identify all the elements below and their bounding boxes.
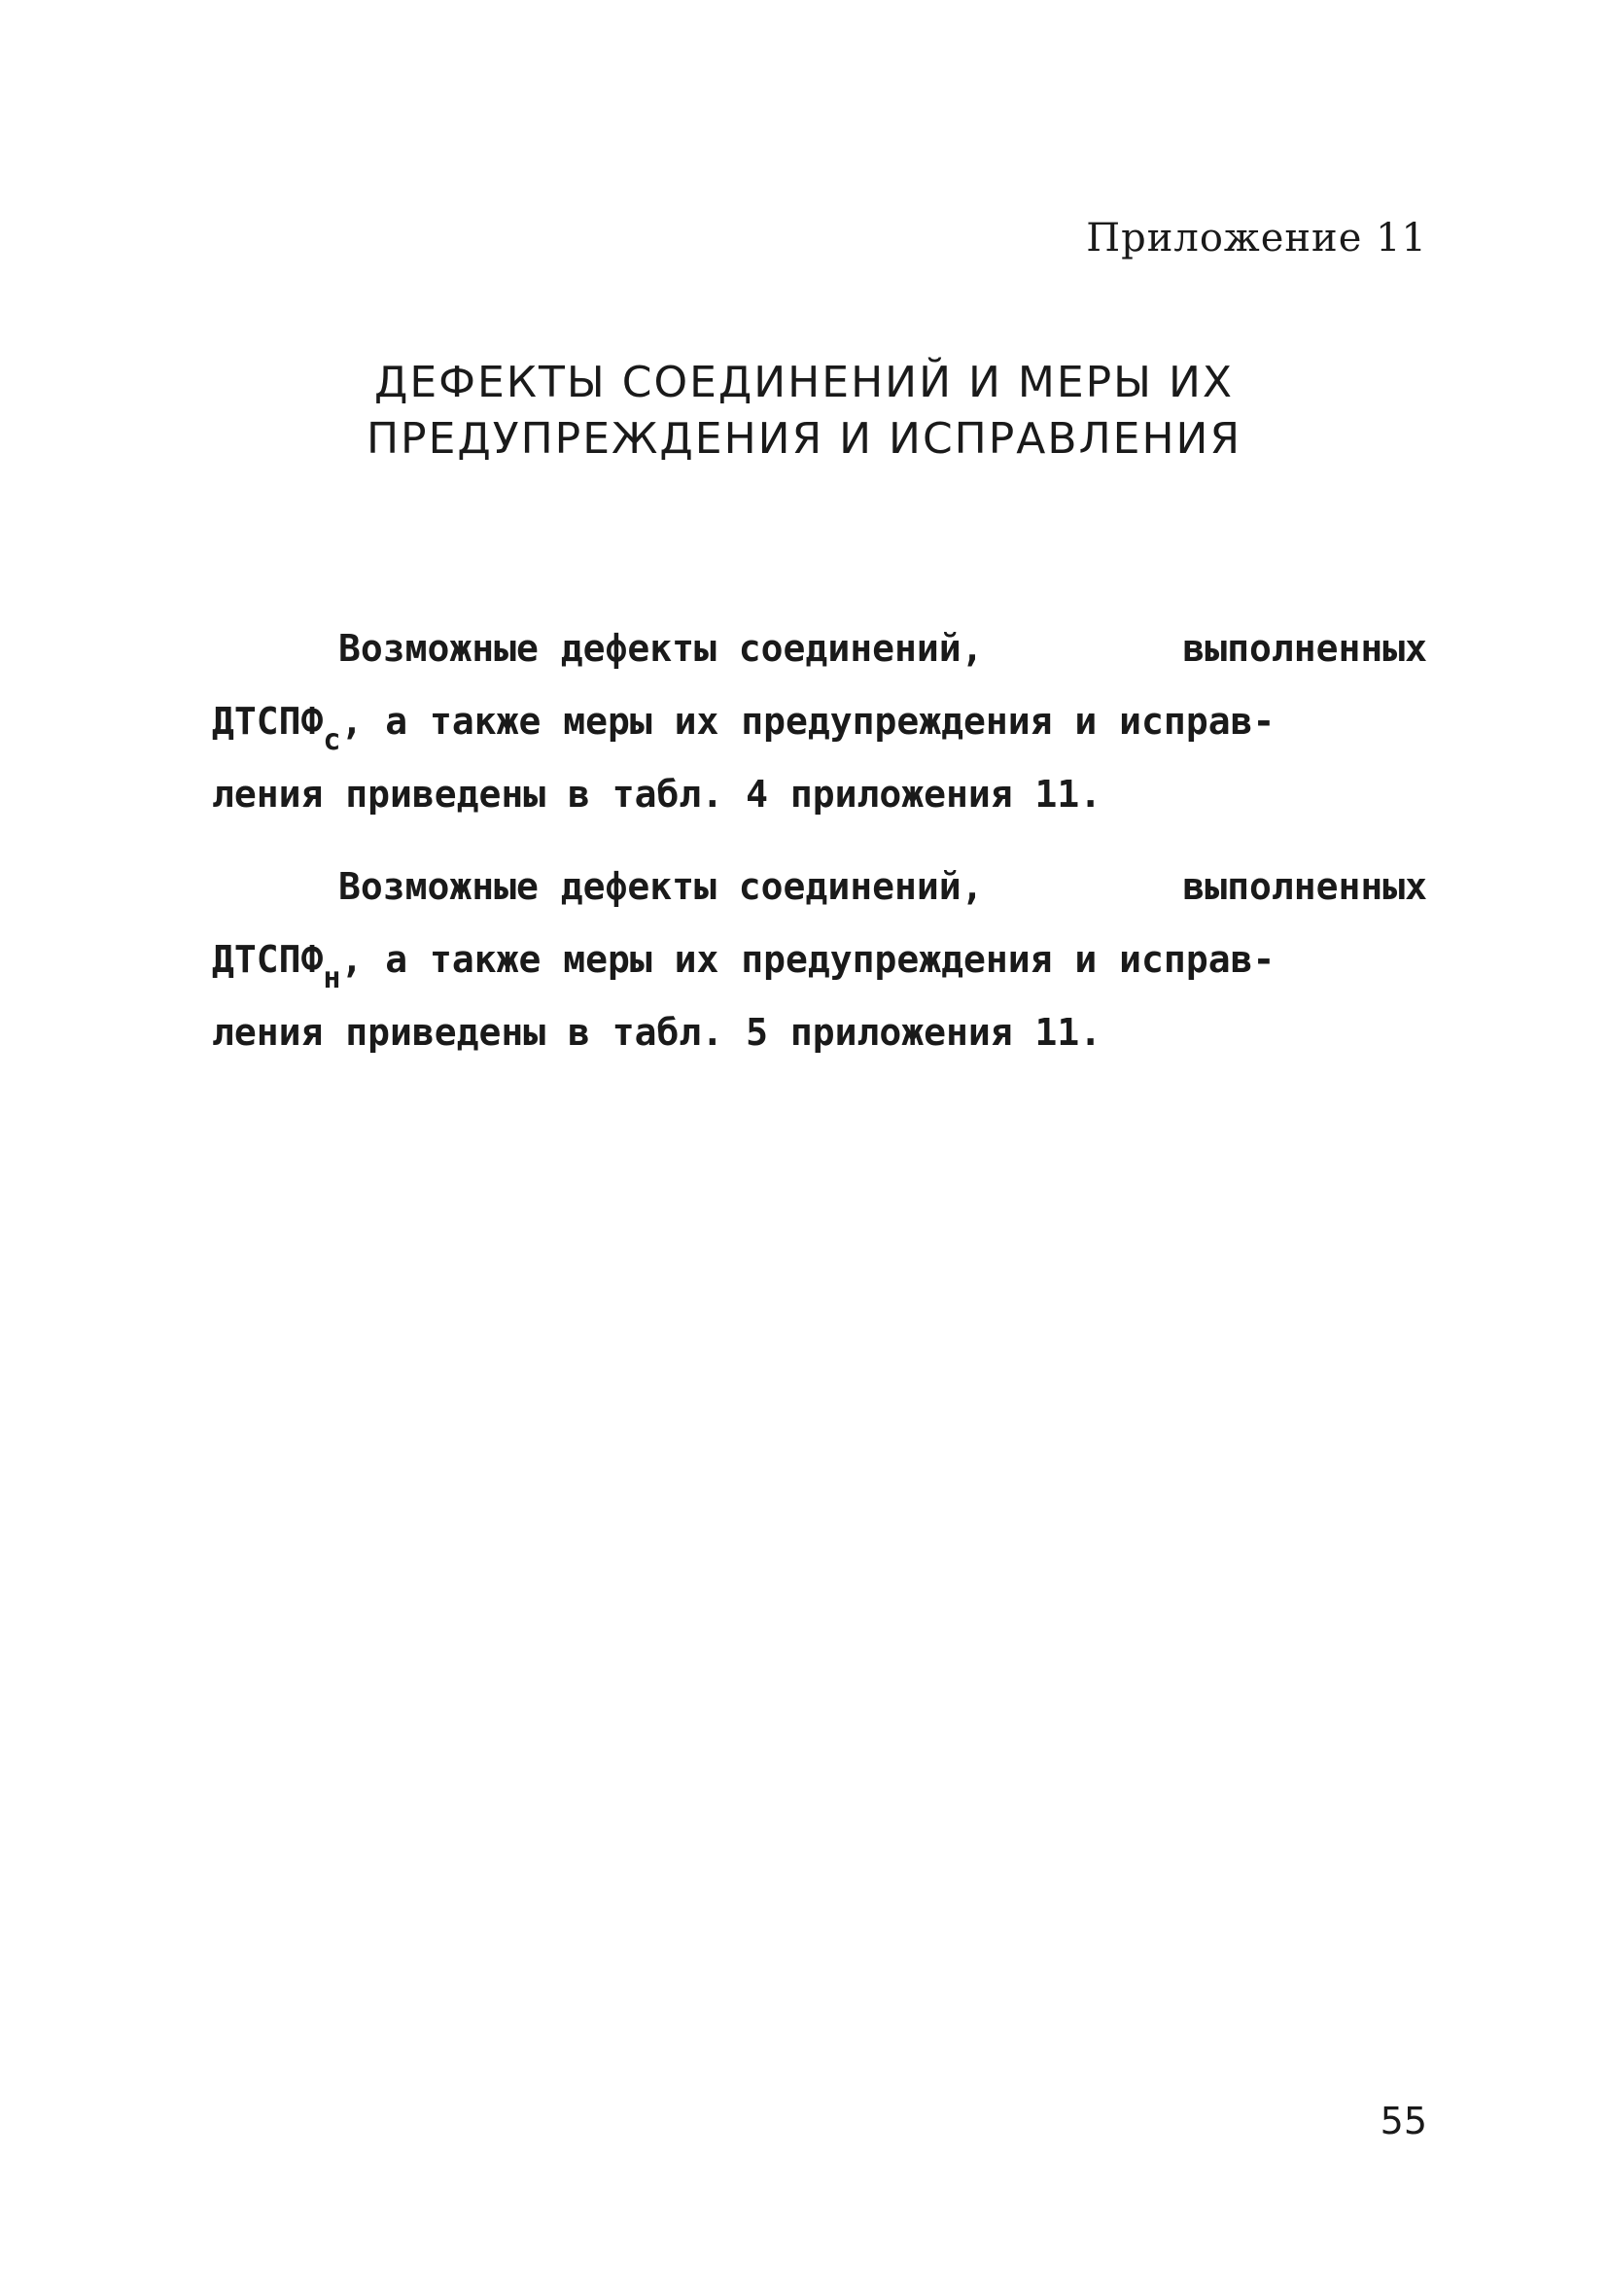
- paragraph-line: [212, 851, 1427, 923]
- appendix-label: Приложение 11: [1086, 216, 1427, 261]
- paragraph-line: [212, 923, 1427, 996]
- page-number: 55: [1380, 2100, 1427, 2142]
- page-title: [0, 355, 1608, 468]
- paragraph-line: [212, 612, 1427, 685]
- term-subscript: с: [323, 723, 341, 757]
- paragraph-text: , а также меры их предупреждения и исправ-: [340, 700, 1276, 743]
- paragraph-text: ления приведены в табл. 5 приложения 11.: [212, 1011, 1102, 1054]
- title-line-2: ПРЕДУПРЕЖДЕНИЯ И ИСПРАВЛЕНИЯ: [366, 414, 1242, 464]
- paragraph-1: [212, 612, 1427, 831]
- paragraph-text: выполненных: [1182, 865, 1427, 908]
- paragraph-line: [212, 758, 1427, 831]
- paragraph-text: ления приведены в табл. 4 приложения 11.: [212, 773, 1102, 816]
- paragraph-line: [212, 996, 1427, 1069]
- paragraph-text: , а также меры их предупреждения и исправ-: [340, 938, 1276, 981]
- term: ДТСПФ: [212, 700, 324, 743]
- paragraph-2: [212, 851, 1427, 1069]
- term-subscript: н: [323, 961, 341, 995]
- paragraph-text: Возможные дефекты соединений,: [338, 865, 984, 908]
- paragraph-text: Возможные дефекты соединений,: [338, 627, 984, 670]
- title-line-1: ДЕФЕКТЫ СОЕДИНЕНИЙ И МЕРЫ ИХ: [373, 358, 1235, 407]
- paragraph-text: выполненных: [1182, 627, 1427, 670]
- paragraph-line: [212, 685, 1427, 758]
- term: ДТСПФ: [212, 938, 324, 981]
